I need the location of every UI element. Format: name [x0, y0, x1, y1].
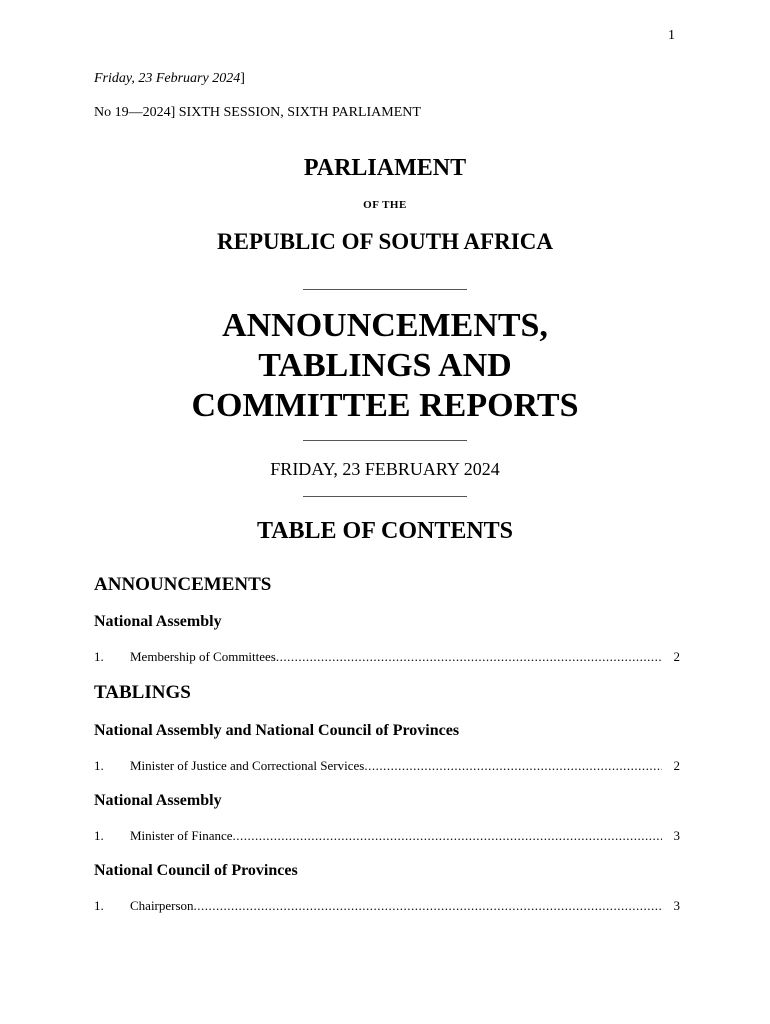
toc-entry-number: 1. — [94, 828, 104, 843]
toc-title: TABLE OF CONTENTS — [256, 518, 514, 544]
toc-section-announcements: ANNOUNCEMENTS — [94, 574, 272, 595]
toc-entry-label: Chairperson — [130, 898, 194, 913]
header-date — [94, 71, 245, 87]
toc-leader-dots — [364, 758, 662, 774]
toc-entry[interactable] — [94, 898, 680, 916]
page-number: 1 — [668, 28, 675, 43]
header-date-bracket: ] — [240, 71, 245, 86]
toc-entry-number: 1. — [94, 649, 104, 664]
republic-heading: REPUBLIC OF SOUTH AFRICA — [217, 229, 553, 254]
toc-entry-number: 1. — [94, 758, 104, 773]
toc-entry-label: Minister of Finance — [130, 828, 233, 843]
toc-subsection-na-and-ncop: National Assembly and National Council of Provinces — [94, 722, 460, 739]
document-title-line-2: TABLINGS AND — [258, 347, 512, 384]
toc-leader-dots — [194, 898, 662, 914]
document-title-line-1: ANNOUNCEMENTS, — [222, 307, 548, 344]
toc-section-tablings: TABLINGS — [94, 682, 191, 703]
document-title-line-3: COMMITTEE REPORTS — [191, 387, 579, 424]
toc-subsection-national-assembly: National Assembly — [94, 792, 222, 809]
toc-entry-page: 3 — [673, 898, 680, 913]
toc-subsection-national-assembly: National Assembly — [94, 613, 222, 630]
toc-entry-label: Membership of Committees — [130, 649, 276, 664]
toc-leader-dots — [233, 828, 662, 844]
toc-entry[interactable] — [94, 758, 680, 776]
document-date: FRIDAY, 23 FEBRUARY 2024 — [270, 459, 500, 479]
toc-entry[interactable] — [94, 828, 680, 846]
of-the-label: OF THE — [363, 199, 407, 211]
divider-rule — [303, 289, 467, 290]
toc-entry[interactable] — [94, 649, 680, 667]
toc-entry-page: 2 — [673, 649, 680, 664]
parliament-heading: PARLIAMENT — [303, 155, 467, 181]
toc-entry-number: 1. — [94, 898, 104, 913]
toc-entry-page: 3 — [673, 828, 680, 843]
document-title — [0, 306, 770, 426]
session-line: No 19—2024] SIXTH SESSION, SIXTH PARLIAMENT — [94, 105, 421, 120]
toc-entry-page: 2 — [673, 758, 680, 773]
divider-rule — [303, 440, 467, 441]
toc-entry-label: Minister of Justice and Correctional Services — [130, 758, 365, 773]
divider-rule — [303, 496, 467, 497]
header-date-text: Friday, 23 February 2024 — [94, 71, 241, 86]
toc-leader-dots — [276, 649, 662, 665]
toc-subsection-ncop: National Council of Provinces — [94, 862, 298, 879]
